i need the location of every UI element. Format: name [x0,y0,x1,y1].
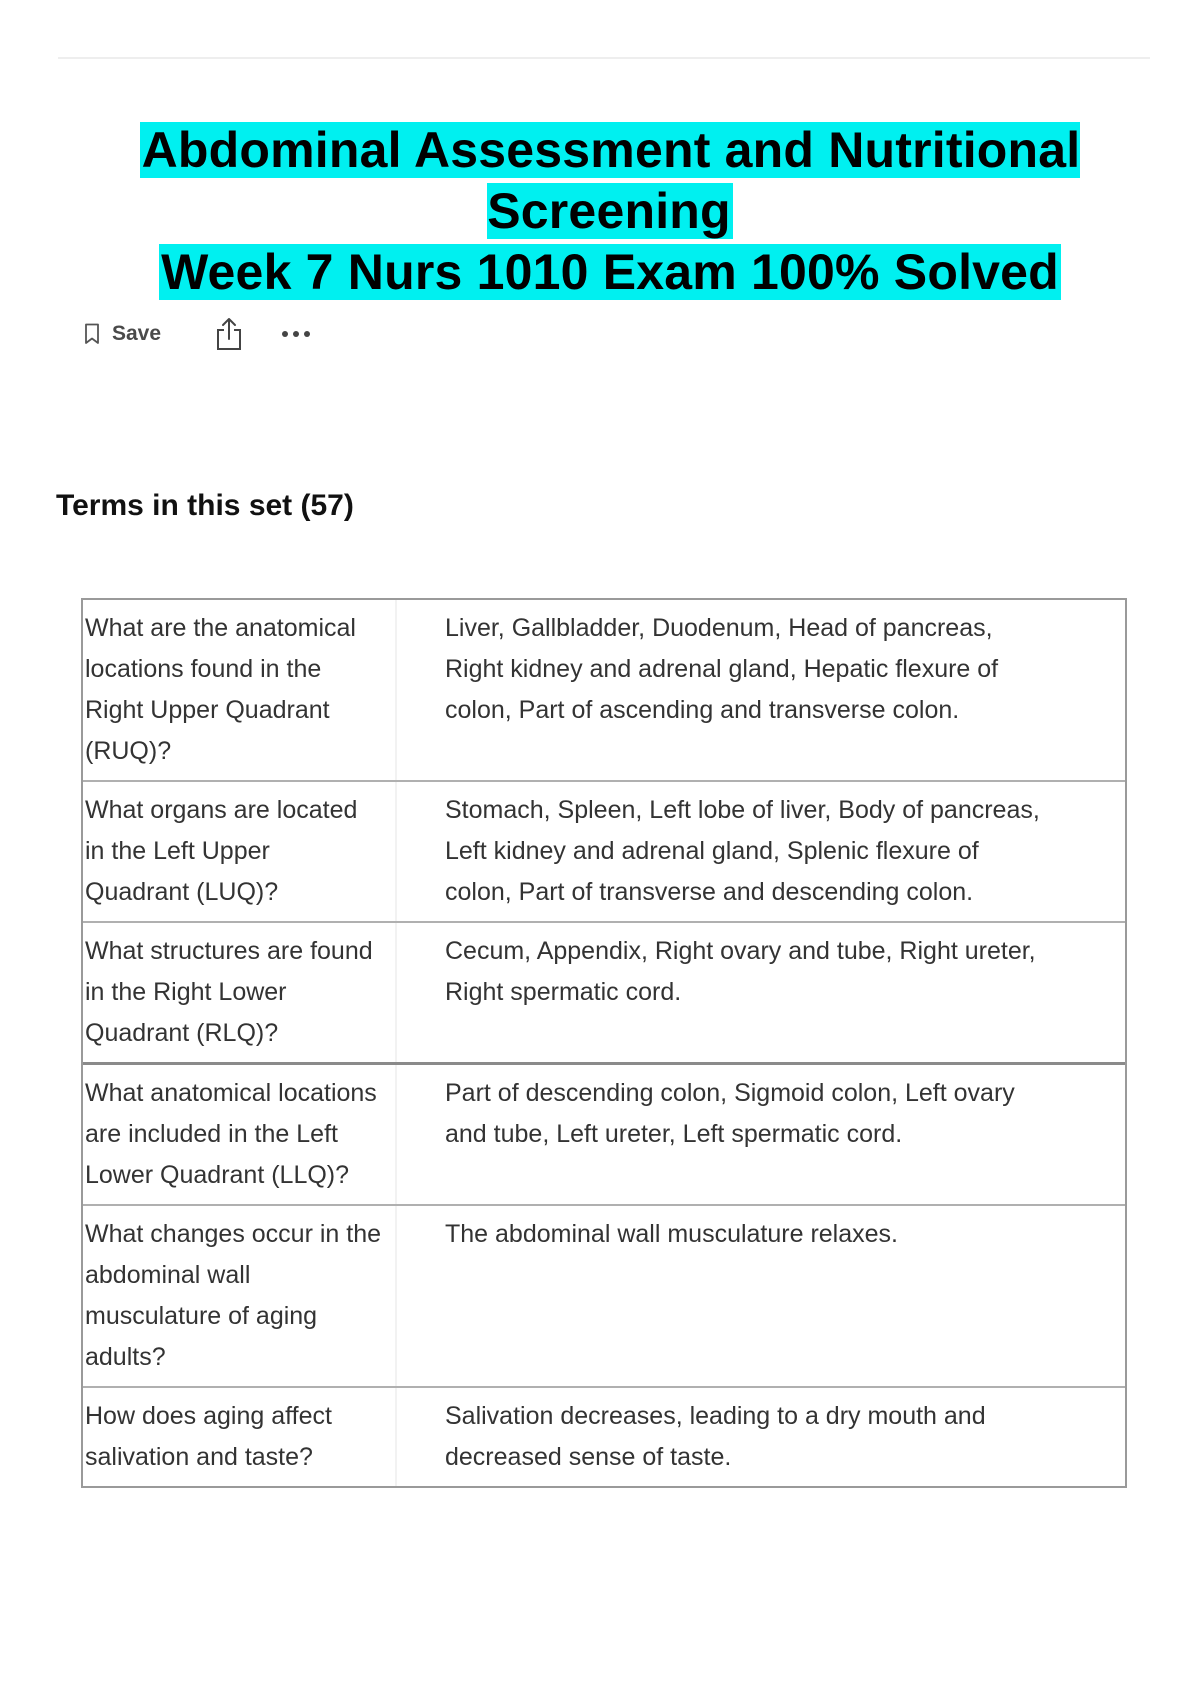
page-title [40,120,1180,303]
term-text: What organs are located in the Left Upper Quadrant (LUQ)? [83,782,397,921]
term-row[interactable] [83,1062,1125,1204]
set-toolbar [84,314,311,354]
share-icon [215,317,243,351]
save-label: Save [112,322,162,345]
term-text: How does aging affect salivation and taste? [83,1388,397,1486]
definition-text: Liver, Gallbladder, Duodenum, Head of pancreas, Right kidney and adrenal gland, Hepatic flexure of colon, Part of ascending and transverse colon. [445,614,999,724]
page-title-line-2: Week 7 Nurs 1010 Exam 100% Solved [161,244,1059,300]
term-row[interactable] [83,1386,1125,1486]
definition-text: Cecum, Appendix, Right ovary and tube, Right ureter, Right spermatic cord. [445,937,1036,1006]
term-row[interactable] [83,600,1125,780]
more-icon [281,330,311,338]
term-row[interactable] [83,780,1125,921]
term-text: What changes occur in the abdominal wall musculature of aging adults? [83,1206,397,1386]
top-divider [58,57,1150,59]
term-row[interactable] [83,1204,1125,1386]
term-text: What structures are found in the Right Lower Quadrant (RLQ)? [83,923,397,1062]
share-button[interactable] [215,317,243,351]
term-row[interactable] [83,921,1125,1062]
terms-table [81,598,1127,1488]
save-button[interactable] [84,322,161,346]
terms-heading: Terms in this set (57) [56,489,354,522]
term-text: What are the anatomical locations found in the Right Upper Quadrant (RUQ)? [83,600,397,780]
more-options-button[interactable] [281,330,311,338]
definition-text: Part of descending colon, Sigmoid colon, Left ovary and tube, Left ureter, Left spermatic cord. [445,1079,1015,1148]
definition-text: Stomach, Spleen, Left lobe of liver, Body of pancreas, Left kidney and adrenal gland, Splenic flexure of colon, Part of transverse and descending colon. [445,796,1040,906]
page-title-line-1: Abdominal Assessment and Nutritional Screening [141,122,1081,239]
term-text: What anatomical locations are included in the Left Lower Quadrant (LLQ)? [83,1065,397,1204]
definition-text: The abdominal wall musculature relaxes. [445,1220,898,1248]
bookmark-icon [84,323,100,345]
definition-text: Salivation decreases, leading to a dry mouth and decreased sense of taste. [445,1402,986,1471]
